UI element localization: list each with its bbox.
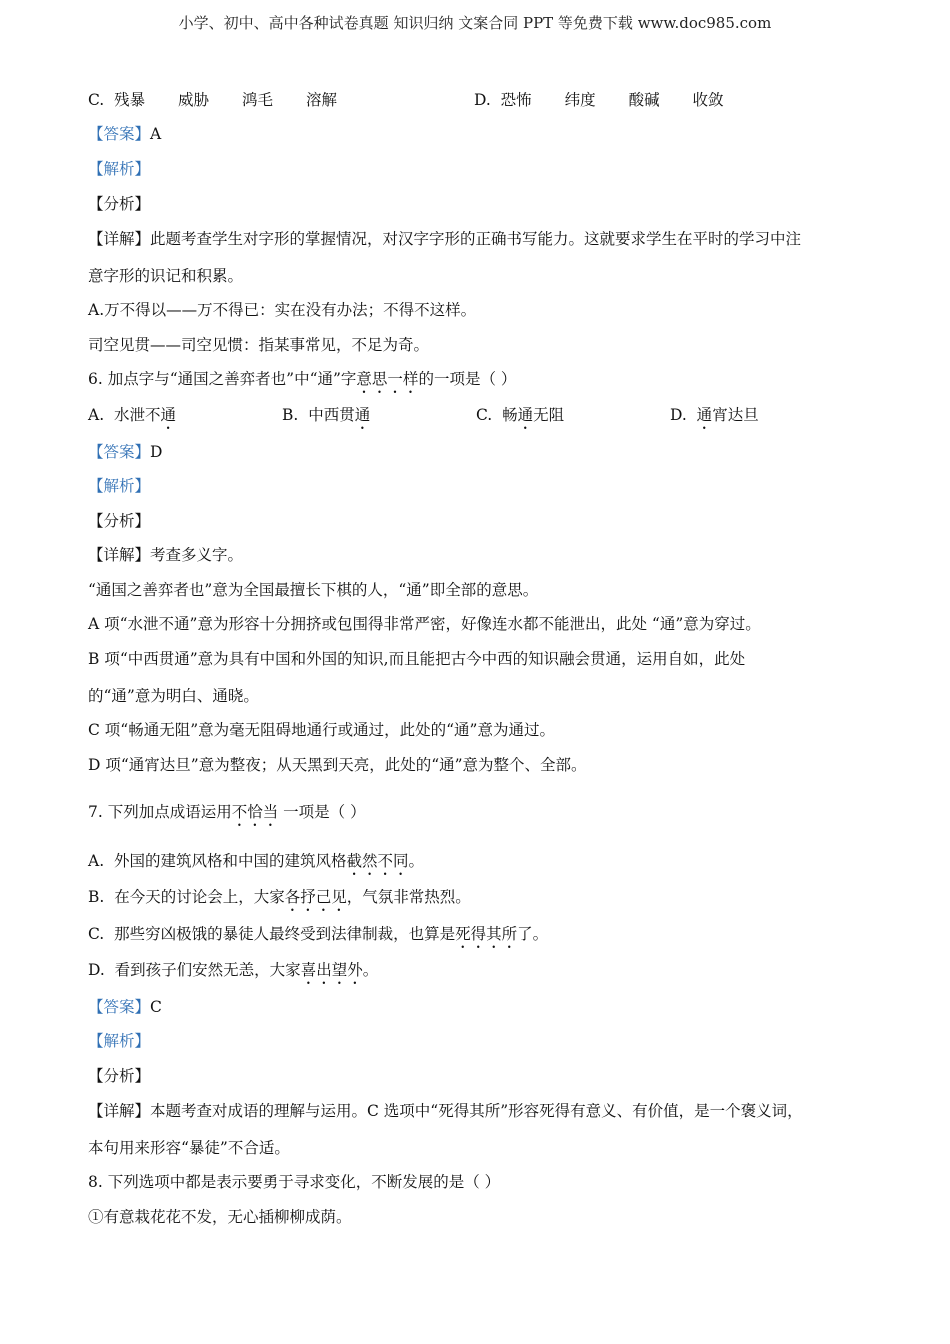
- option-dotted: 死得其所: [455, 925, 518, 943]
- option-label: D.: [88, 961, 105, 979]
- option-label: D.: [670, 406, 687, 424]
- word: 威胁: [178, 91, 210, 109]
- option-dotted: 通: [517, 406, 534, 424]
- q5-answer: [88, 124, 161, 144]
- stem-text: 7. 下列加点成语运用: [88, 803, 232, 821]
- option-dotted: 喜出望外: [300, 961, 363, 979]
- detail-text: 本题考查对成语的理解与运用。C 选项中“死得其所”形容死得有意义、有价值，是一个褒义词，: [150, 1102, 803, 1120]
- q5-detail-1: [88, 229, 801, 249]
- option-dotted: 通: [160, 406, 177, 424]
- option-text: 畅: [502, 406, 518, 424]
- q5-option-c: [88, 90, 365, 110]
- answer-tag: 【答案】: [88, 443, 151, 461]
- q5-detail-3: A.万不得以——万不得已：实在没有办法；不得不这样。: [88, 301, 477, 319]
- answer-value: C: [150, 998, 162, 1016]
- q5-analysis-tag: 【解析】: [88, 160, 151, 178]
- q7-option-d: [88, 960, 378, 988]
- option-label: C.: [88, 925, 105, 943]
- option-label: C.: [88, 91, 105, 109]
- q5-fenxi-tag: 【分析】: [88, 195, 151, 213]
- option-text: ，气氛非常热烈。: [346, 888, 471, 906]
- q6-detail-1: [88, 545, 243, 565]
- q7-detail-1: [88, 1101, 803, 1121]
- q7-fenxi-tag: 【分析】: [88, 1067, 151, 1085]
- option-text: 那些穷凶极饿的暴徒人最终受到法律制裁，也算是: [114, 925, 456, 943]
- option-text: 。: [362, 961, 379, 979]
- detail-text: 考查多义字。: [150, 546, 244, 564]
- q6-detail-3: A 项“水泄不通”意为形容十分拥挤或包围得非常严密，好像连水都不能泄出，此处 “通”意为穿过。: [88, 615, 761, 633]
- detail-tag: 【详解】: [88, 230, 151, 248]
- stem-text: 一项是（ ）: [278, 803, 366, 821]
- option-label: A.: [88, 852, 105, 870]
- option-label: A.: [88, 406, 105, 424]
- q6-option-b: [282, 405, 370, 433]
- stem-text: 6. 加点字与“通国之善弈者也”中“通”字: [88, 370, 357, 388]
- option-label: D.: [474, 91, 491, 109]
- option-text: 水泄不: [113, 406, 161, 424]
- q7-option-b: [88, 887, 471, 915]
- option-text: 在今天的讨论会上，大家: [114, 888, 285, 906]
- detail-text: 此题考查学生对字形的掌握情况，对汉字字形的正确书写能力。这就要求学生在平时的学习中注: [150, 230, 802, 248]
- q6-option-c: [476, 405, 564, 433]
- word: 溶解: [305, 91, 337, 109]
- option-dotted: 通: [354, 406, 371, 424]
- page-header[interactable]: 小学、初中、高中各种试卷真题 知识归纳 文案合同 PPT 等免费下载 www.doc985.com: [178, 14, 772, 32]
- option-text: 外国的建筑风格和中国的建筑风格: [113, 852, 347, 870]
- q7-option-a: [88, 851, 424, 879]
- answer-value: A: [150, 125, 162, 143]
- stem-text: 的一项是（ ）: [418, 370, 517, 388]
- answer-value: D: [150, 443, 163, 461]
- word: 酸碱: [628, 91, 660, 109]
- q6-analysis-tag: 【解析】: [88, 477, 151, 495]
- q5-option-d: [474, 90, 752, 110]
- option-text: 。: [408, 852, 425, 870]
- option-text: 看到孩子们安然无恙，大家: [114, 961, 301, 979]
- option-text: 了。: [517, 925, 549, 943]
- q7-analysis-tag: 【解析】: [88, 1032, 151, 1050]
- word: 鸿毛: [242, 91, 274, 109]
- option-label: B.: [282, 406, 299, 424]
- q8-stem: 8. 下列选项中都是表示要勇于寻求变化，不断发展的是（ ）: [88, 1173, 501, 1191]
- q6-answer: [88, 442, 162, 462]
- option-text: 宵达旦: [712, 406, 759, 424]
- q6-stem: [88, 369, 516, 397]
- q5-detail-4: 司空见贯——司空见惯：指某事常见，不足为奇。: [88, 336, 430, 354]
- q7-detail-2: 本句用来形容“暴徒”不合适。: [88, 1139, 290, 1157]
- q7-stem: [88, 802, 366, 830]
- q6-detail-6: C 项“畅通无阻”意为毫无阻碍地通行或通过，此处的“通”意为通过。: [88, 721, 555, 739]
- q6-option-a: [88, 405, 176, 433]
- q7-option-c: [88, 924, 548, 952]
- answer-tag: 【答案】: [88, 998, 151, 1016]
- q6-fenxi-tag: 【分析】: [88, 512, 151, 530]
- stem-dotted: 不恰当: [231, 803, 279, 821]
- q6-detail-2: “通国之善弈者也”意为全国最擅长下棋的人，“通”即全部的意思。: [88, 581, 539, 599]
- q5-detail-2: 意字形的识记和积累。: [88, 267, 244, 285]
- answer-tag: 【答案】: [88, 125, 151, 143]
- option-label: C.: [476, 406, 493, 424]
- option-label: B.: [88, 888, 105, 906]
- option-dotted: 通: [696, 406, 713, 424]
- q6-detail-5: 的“通”意为明白、通晓。: [88, 687, 259, 705]
- option-dotted: 截然不同: [346, 852, 409, 870]
- option-text: 中西贯: [308, 406, 355, 424]
- q7-answer: [88, 997, 162, 1017]
- detail-tag: 【详解】: [88, 1102, 151, 1120]
- stem-dotted: 意思一样: [356, 370, 419, 388]
- detail-tag: 【详解】: [88, 546, 151, 564]
- word: 纬度: [564, 91, 596, 109]
- option-text: 无阻: [533, 406, 565, 424]
- q6-option-d: [670, 405, 759, 433]
- q8-item-1: ①有意栽花花不发，无心插柳柳成荫。: [88, 1208, 352, 1226]
- word: 恐怖: [500, 91, 532, 109]
- q6-detail-7: D 项“通宵达旦”意为整夜；从天黑到天亮，此处的“通”意为整个、全部。: [88, 756, 587, 774]
- q6-detail-4: B 项“中西贯通”意为具有中国和外国的知识,而且能把古今中西的知识融会贯通，运用自如，此处: [88, 650, 746, 668]
- option-dotted: 各抒己见: [284, 888, 347, 906]
- word: 收敛: [692, 91, 724, 109]
- word: 残暴: [114, 91, 146, 109]
